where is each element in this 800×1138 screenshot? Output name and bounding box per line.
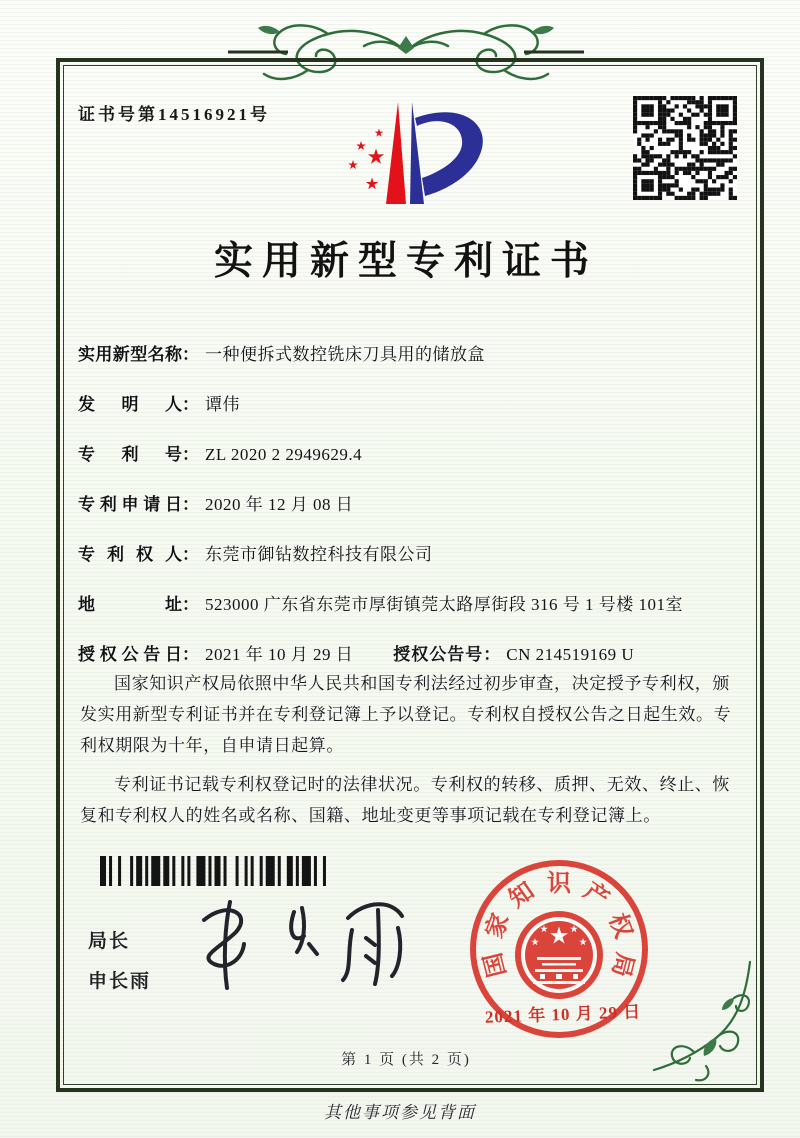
colon: ： bbox=[483, 645, 501, 664]
patentee-label: 专利权人 bbox=[78, 545, 182, 564]
svg-text:产: 产 bbox=[578, 878, 614, 914]
address-value: 523000 广东省东莞市厚街镇莞太路厚街段 316 号 1 号楼 101室 bbox=[205, 595, 683, 614]
field-row-patent-name bbox=[78, 338, 738, 371]
grant-number-label: 授权公告号 bbox=[393, 645, 484, 664]
field-row-patent-number bbox=[78, 438, 738, 471]
colon: ： bbox=[182, 645, 199, 664]
legal-body-text bbox=[80, 668, 736, 839]
certificate-title: 实用新型专利证书 bbox=[213, 240, 598, 283]
certificate-number: 证书号第14516921号 bbox=[78, 105, 270, 124]
colon: ： bbox=[182, 445, 199, 464]
svg-text:权: 权 bbox=[603, 910, 637, 942]
svg-text:国: 国 bbox=[480, 949, 512, 980]
certificate-fields bbox=[78, 338, 738, 688]
colon: ： bbox=[182, 545, 199, 564]
inventor-label: 发明人 bbox=[78, 395, 182, 414]
legal-paragraph-2: 专利证书记载专利权登记时的法律状况。专利权的转移、质押、无效、终止、恢复和专利权人的姓名或名称、国籍、地址变更等事项记载在专利登记簿上。 bbox=[80, 775, 730, 825]
corner-scroll-ornament-icon bbox=[646, 958, 758, 1084]
back-side-note: 其他事项参见背面 bbox=[324, 1103, 476, 1122]
filing-date-value: 2020 年 12 月 08 日 bbox=[205, 495, 354, 514]
signer-block bbox=[88, 922, 151, 1002]
colon: ： bbox=[182, 495, 199, 514]
field-row-address bbox=[78, 588, 738, 621]
field-row-inventor bbox=[78, 388, 738, 421]
grant-date-label: 授权公告日 bbox=[78, 645, 182, 664]
cnipa-logo-icon bbox=[328, 80, 510, 214]
svg-text:局: 局 bbox=[606, 949, 638, 980]
field-row-patentee bbox=[78, 538, 738, 571]
signer-name: 申长雨 bbox=[88, 971, 152, 992]
svg-text:识: 识 bbox=[547, 871, 571, 897]
svg-text:家: 家 bbox=[481, 910, 515, 942]
filing-date-label: 专利申请日 bbox=[78, 495, 182, 514]
seal-date: 2021 年 10 月 29 日 bbox=[484, 1002, 642, 1027]
patent-name-label: 实用新型名称 bbox=[78, 345, 182, 364]
national-emblem-icon bbox=[515, 911, 603, 999]
svg-text:知: 知 bbox=[504, 878, 540, 914]
grant-date-value: 2021 年 10 月 29 日 bbox=[205, 645, 354, 664]
signer-title: 局长 bbox=[88, 931, 131, 952]
colon: ： bbox=[182, 395, 199, 414]
legal-paragraph-1: 国家知识产权局依照中华人民共和国专利法经过初步审查，决定授予专利权，颁发实用新型专利证书并在专利登记簿上予以登记。专利权自授权公告之日起生效。专利权期限为十年，自申请日起算。 bbox=[80, 674, 732, 755]
field-row-filing-date bbox=[78, 488, 738, 521]
colon: ： bbox=[182, 595, 199, 614]
grant-number-value: CN 214519169 U bbox=[506, 645, 635, 664]
inventor-value: 谭伟 bbox=[205, 395, 240, 414]
patent-name-value: 一种便拆式数控铣床刀具用的储放盒 bbox=[205, 345, 485, 364]
qr-code-icon bbox=[633, 96, 737, 200]
colon: ： bbox=[182, 345, 199, 364]
field-row-grant bbox=[78, 638, 738, 671]
patent-number-value: ZL 2020 2 2949629.4 bbox=[205, 445, 363, 464]
grant-number-pair bbox=[393, 638, 634, 671]
patent-number-label: 专利号 bbox=[78, 445, 182, 464]
director-signature-icon bbox=[182, 882, 432, 1002]
patentee-value: 东莞市御钻数控科技有限公司 bbox=[205, 545, 433, 564]
page-number: 第 1 页 (共 2 页) bbox=[341, 1052, 471, 1068]
address-label: 地址 bbox=[78, 595, 182, 614]
